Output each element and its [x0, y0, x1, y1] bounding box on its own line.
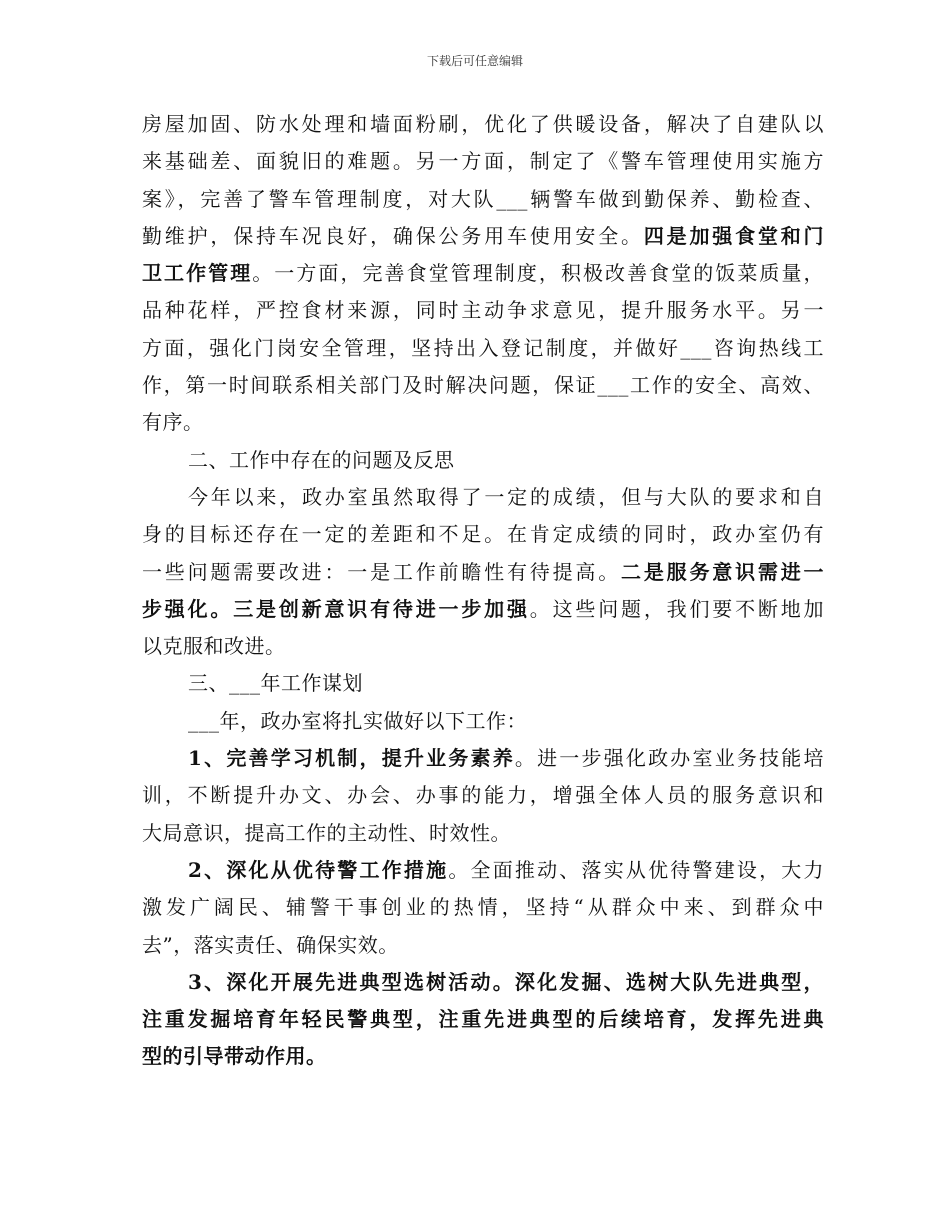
text-line: 房屋加固、防水处理和墙面粉刷，优化了供暖设备，解决了自建队以 — [142, 112, 824, 136]
text-line: ___年，政办室将扎实做好以下工作： — [188, 708, 527, 733]
section-heading: 二、工作中存在的问题及反思 — [188, 447, 455, 472]
text-line: 大局意识，提高工作的主动性、时效性。 — [142, 820, 511, 845]
text-line: 品种花样，严控食材来源，同时主动争求意见，提升服务水平。另一 — [142, 298, 824, 323]
bold-text: 卫工作管理 — [142, 261, 253, 286]
bold-text: 3、深化开展先进典型选树活动。深化发掘、选树大队先进典型， — [188, 969, 824, 994]
text-line: 训，不断提升办文、办会、办事的能力，增强全体人员的服务意识和 — [142, 783, 824, 808]
text-line: 有序。 — [142, 410, 204, 435]
text-line — [142, 1001, 824, 1038]
bold-text: 注重发掘培育年轻民警典型，注重先进典型的后续培育，发挥先进典 — [142, 1007, 824, 1032]
text-line: 方面，强化门岗安全管理，坚持出入登记制度，并做好___咨询热线工 — [142, 335, 824, 360]
text-line — [142, 1038, 824, 1075]
text-line: 勤维护，保持车况良好，确保公务用车使用安全。四是加强食堂和门 — [142, 223, 825, 248]
text-line: 作，第一时间联系相关部门及时解决问题，保证___工作的安全、高效、 — [142, 373, 824, 398]
text-line: 一些问题需要改进：一是工作前瞻性有待提高。二是服务意识需进一 — [142, 559, 825, 584]
text-line: 2、深化从优待警工作措施。全面推动、落实从优待警建设，大力 — [188, 857, 824, 882]
text-line: 卫工作管理。一方面，完善食堂管理制度，积极改善食堂的饭菜质量， — [142, 261, 824, 286]
bold-text: 四是加强食堂和门 — [643, 223, 825, 248]
text-line: 步强化。三是创新意识有待进一步加强。这些问题，我们要不断地加 — [142, 596, 825, 621]
text-line — [142, 964, 824, 1001]
bold-text: 2、深化从优待警工作措施 — [188, 857, 449, 882]
text-line: 激发广阔民、辅警干事创业的热情，坚持“从群众中来、到群众中 — [142, 895, 824, 920]
bold-text: 二是服务意识需进一 — [621, 559, 825, 584]
text-line: 来基础差、面貌旧的难题。另一方面，制定了《警车管理使用实施方 — [142, 149, 824, 174]
text-line: 去”，落实责任、确保实效。 — [142, 932, 399, 957]
text-line: 1、完善学习机制，提升业务素养。进一步强化政办室业务技能培 — [188, 746, 824, 771]
bold-text: 1、完善学习机制，提升业务素养 — [188, 746, 515, 771]
text-line: 身的目标还存在一定的差距和不足。在肯定成绩的同时，政办室仍有 — [142, 522, 824, 547]
bold-text: 步强化。三是创新意识有待进一步加强 — [142, 596, 530, 621]
page-header: 下载后可任意编辑 — [426, 54, 523, 68]
bold-text: 型的引导带动作用。 — [142, 1044, 327, 1069]
text-line: 案》，完善了警车管理制度，对大队___辆警车做到勤保养、勤检查、 — [142, 186, 824, 211]
section-heading: 三、___年工作谋划 — [188, 671, 363, 696]
document-body — [142, 106, 824, 1076]
text-line: 今年以来，政办室虽然取得了一定的成绩，但与大队的要求和自 — [188, 484, 824, 509]
text-line: 以克服和改进。 — [142, 634, 286, 659]
